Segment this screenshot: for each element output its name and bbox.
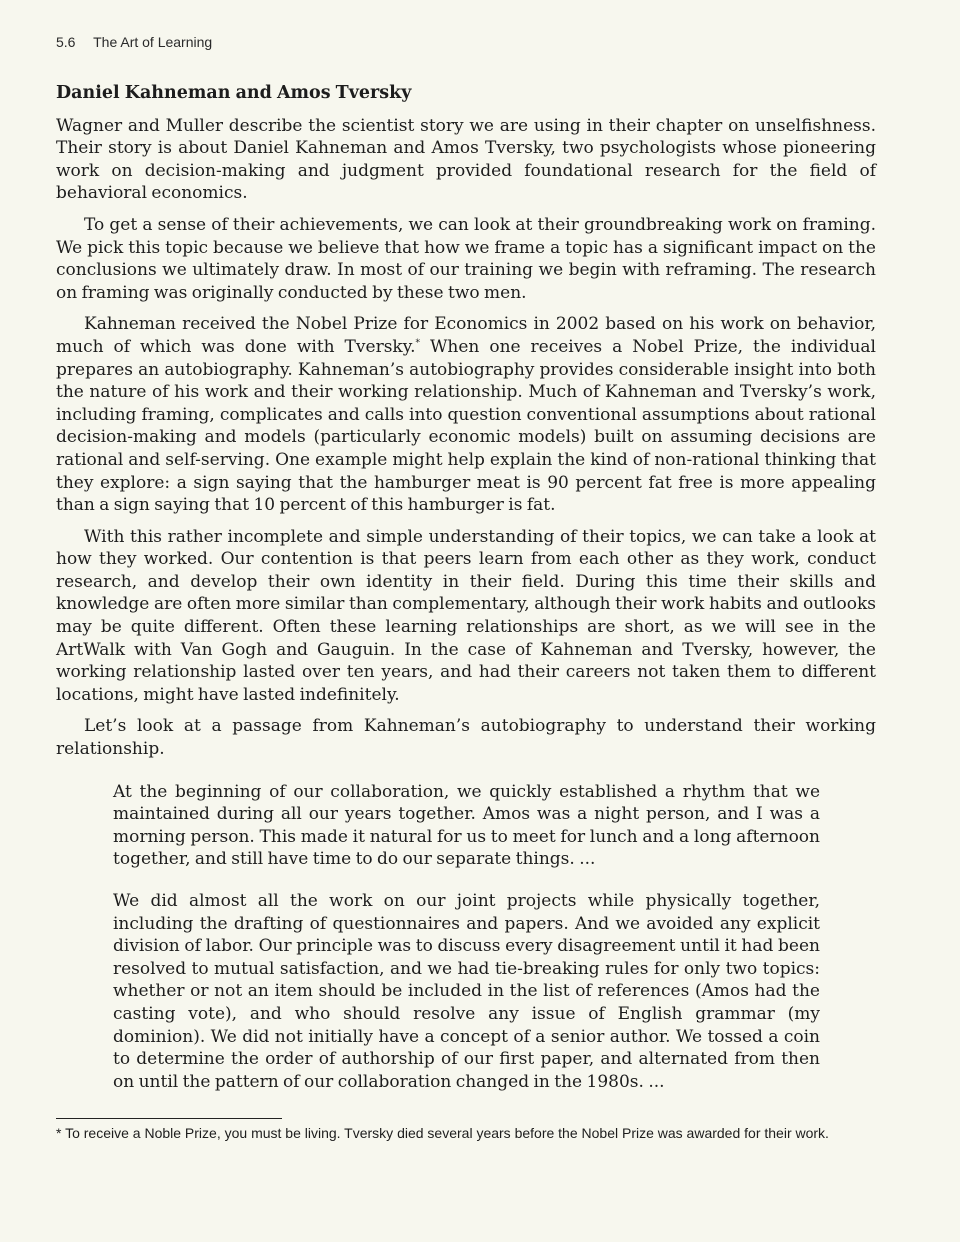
section-title: Daniel Kahneman and Amos Tversky [56,83,412,103]
paragraph-nobel [56,313,876,516]
paragraph-how-they-worked: With this rather incomplete and simple understanding of their topics, we can take a look at how they worked. Our contention is that peers learn from each other as they work, conduct research, and develop their own identity in their field. During this time their skills and knowledge are often more similar than complementary, although their work habits and outlooks may be quite different. Often these learning relationships are short, as we will see in the ArtWalk with Van Gogh and Gauguin. In the case of Kahneman and Tversky, however, the working relationship lasted over ten years, and had their careers not taken them to different locations, might have lasted indefinitely. [56,526,876,705]
paragraph-framing: To get a sense of their achievements, we can look at their groundbreaking work on framing. We pick this topic because we believe that how we frame a topic has a significant impact on the conclusions we ultimately draw. In most of our training we begin with reframing. The research on framing was originally conducted by these two men. [56,214,876,303]
quote-paragraph-2: We did almost all the work on our joint projects while physically together, including the drafting of questionnaires and papers. And we avoided any explicit division of labor. Our principle was to discuss every disagreement until it had been resolved to mutual satisfaction, and we had tie-breaking rules for only two topics: whether or not an item should be included in the list of references (Amos had the casting vote), and who should resolve any issue of English grammar (my dominion). We did not initially have a concept of a senior author. We tossed a coin to determine the order of authorship of our first paper, and alternated from then on until the pattern of our collaboration changed in the 1980s. ... [113,891,820,1092]
main-content [56,80,876,1112]
paragraph-intro: Wagner and Muller describe the scientist story we are using in their chapter on unselfishness. Their story is about Daniel Kahneman and Amos Tversky, two psychologists whose pioneering work on decision-making and judgment provided foundational research for the field of behavioral economics. [56,115,876,204]
chapter-title: The Art of Learning [93,34,213,50]
paragraph-passage-intro: Let’s look at a passage from Kahneman’s autobiography to understand their working relationship. [56,716,876,760]
footnote-marker: * [415,338,420,349]
paragraph-nobel-part2: When one receives a Nobel Prize, the individual prepares an autobiography. Kahneman’s autobiography provides considerable insight into both the nature of his work and their working relationship. Much of Kahneman and Tversky’s work, including framing, complicates and calls into question conventional assumptions about rational decision-making and models (particularly economic models) built on assuming decisions are rational and self-serving. One example might help explain the kind of non-rational thinking that they explore: a sign saying that the hamburger meat is 90 percent fat free is more appealing than a sign saying that 10 percent of this hamburger is fat. [56,336,876,516]
footnote-divider [56,1118,282,1119]
paragraph-nobel-part1: Kahneman received the Nobel Prize for Economics in 2002 based on his work on behavior, much of which was done with Tversky. [56,314,876,357]
quote-paragraph-1: At the beginning of our collaboration, we quickly established a rhythm that we maintained during all our years together. Amos was a night person, and I was a morning person. This made it natural for us to meet for lunch and a long afternoon together, and still have time to do our separate things. ... [113,781,820,870]
footnote: * To receive a Noble Prize, you must be living. Tversky died several years before the Nobel Prize was awarded for their work. [56,1125,829,1141]
block-quote [113,781,820,1094]
running-header [56,34,212,50]
page-number: 5.6 [56,34,76,50]
